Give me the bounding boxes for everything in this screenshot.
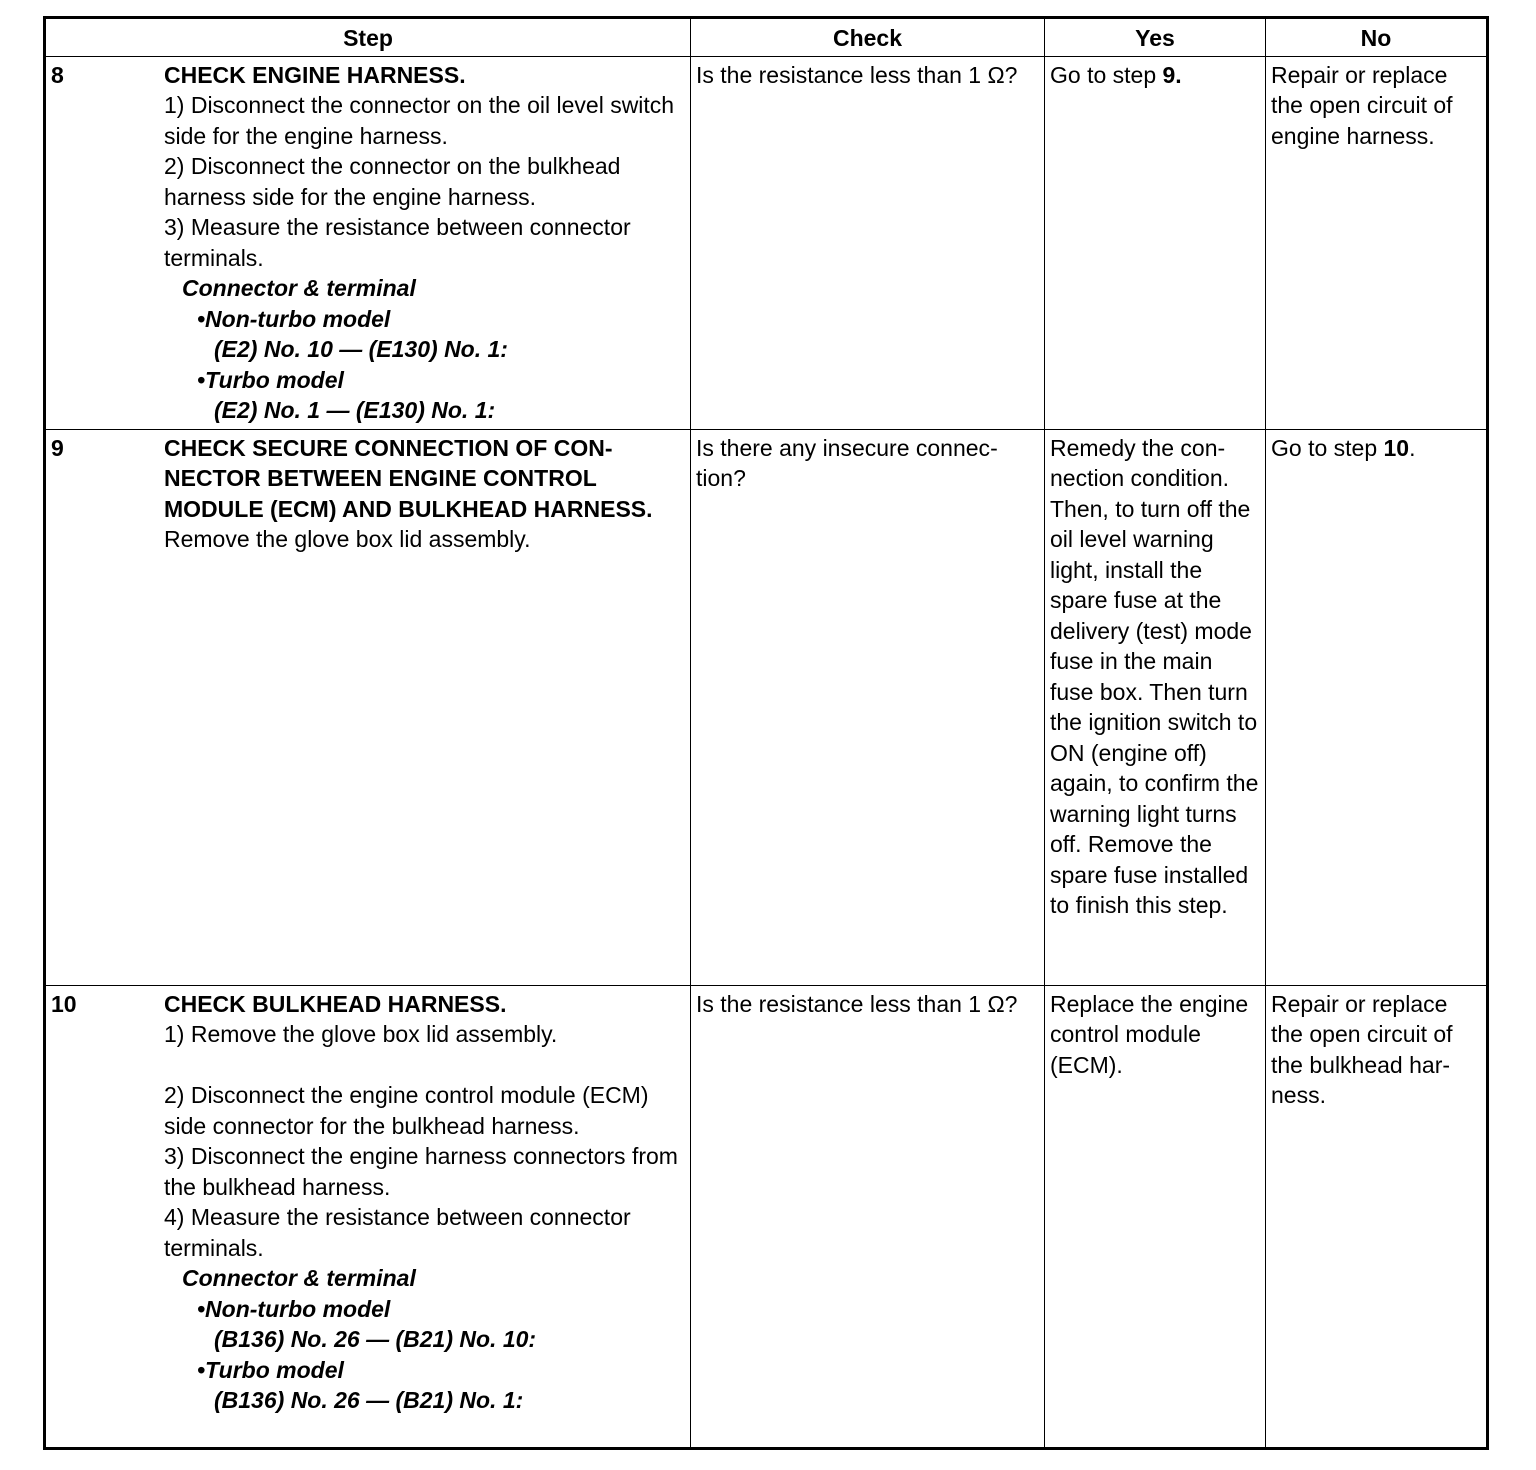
yes-cell [1045, 56, 1266, 429]
step-cell [45, 56, 691, 429]
model-label: •Turbo model [197, 366, 344, 393]
header-row [45, 18, 1488, 57]
yes-cell: Remedy the connection condition. Then, to turn off the oil level warning light, install the spare fuse at the delivery (test) mode fuse in the main fuse box. Then turn the ignition switch to ON (engine off) again, to confirm the warning light turns off. Remove the spare fuse installed to finish this step. [1045, 429, 1266, 985]
model-label: •Non-turbo model [197, 305, 391, 332]
terminal-value: (B136) No. 26 — (B21) No. 10: [214, 1326, 537, 1352]
check-cell: Is the resistance less than 1 Ω? [691, 56, 1045, 429]
header-check: Check [691, 18, 1045, 57]
no-text: Go to step [1271, 434, 1384, 461]
connector-title: Connector & terminal [182, 275, 416, 301]
step-title: CHECK ENGINE HARNESS. [164, 61, 466, 88]
step-title: CHECK BULKHEAD HARNESS. [164, 990, 507, 1017]
model-label: •Non-turbo model [197, 1295, 391, 1322]
no-cell: Repair or replace the open circuit of engine harness. [1266, 56, 1488, 429]
terminal-value: (E2) No. 1 — (E130) No. 1: [214, 397, 496, 423]
step-ref: 10 [1383, 434, 1410, 461]
step-number: 8 [51, 61, 64, 88]
step-line: 1) Remove the glove box lid assembly. [164, 1021, 558, 1047]
no-text-end: . [1409, 434, 1416, 461]
step-cell [45, 429, 691, 985]
table-row [45, 56, 1488, 429]
model-label: •Turbo model [197, 1356, 344, 1383]
spacer [164, 1050, 685, 1081]
step-line: Remove the glove box lid assembly. [164, 526, 531, 552]
header-yes: Yes [1045, 18, 1266, 57]
step-line: 3) Disconnect the engine harness connectors from the bulkhead harness. [164, 1143, 678, 1200]
header-step: Step [45, 18, 691, 57]
step-line: 1) Disconnect the connector on the oil level switch side for the engine harness. [164, 92, 675, 149]
no-cell [1266, 429, 1488, 985]
step-number: 9 [51, 434, 64, 461]
step-title: CHECK SECURE CONNECTION OF CONNECTOR BETWEEN ENGINE CONTROL MODULE (ECM) AND BULKHEAD HARNESS. [164, 434, 653, 522]
yes-cell: Replace the engine control module (ECM). [1045, 985, 1266, 1448]
diagnostic-table [43, 16, 1489, 1450]
check-cell: Is the resistance less than 1 Ω? [691, 985, 1045, 1448]
step-line: 3) Measure the resistance between connector terminals. [164, 214, 631, 271]
table-row [45, 985, 1488, 1448]
check-cell: Is there any insecure connection? [691, 429, 1045, 985]
connector-title: Connector & terminal [182, 1265, 416, 1291]
terminal-value: (B136) No. 26 — (B21) No. 1: [214, 1387, 524, 1413]
step-number: 10 [51, 990, 77, 1017]
step-line: 2) Disconnect the engine control module (ECM) side connector for the bulkhead harness. [164, 1082, 649, 1139]
step-ref: 9. [1162, 61, 1182, 88]
step-line: 2) Disconnect the connector on the bulkhead harness side for the engine harness. [164, 153, 621, 210]
table-row [45, 429, 1488, 985]
step-cell [45, 985, 691, 1448]
yes-text: Go to step [1050, 61, 1163, 88]
step-line: 4) Measure the resistance between connector terminals. [164, 1204, 631, 1261]
terminal-value: (E2) No. 10 — (E130) No. 1: [214, 336, 508, 362]
header-no: No [1266, 18, 1488, 57]
no-cell: Repair or replace the open circuit of the bulkhead harness. [1266, 985, 1488, 1448]
